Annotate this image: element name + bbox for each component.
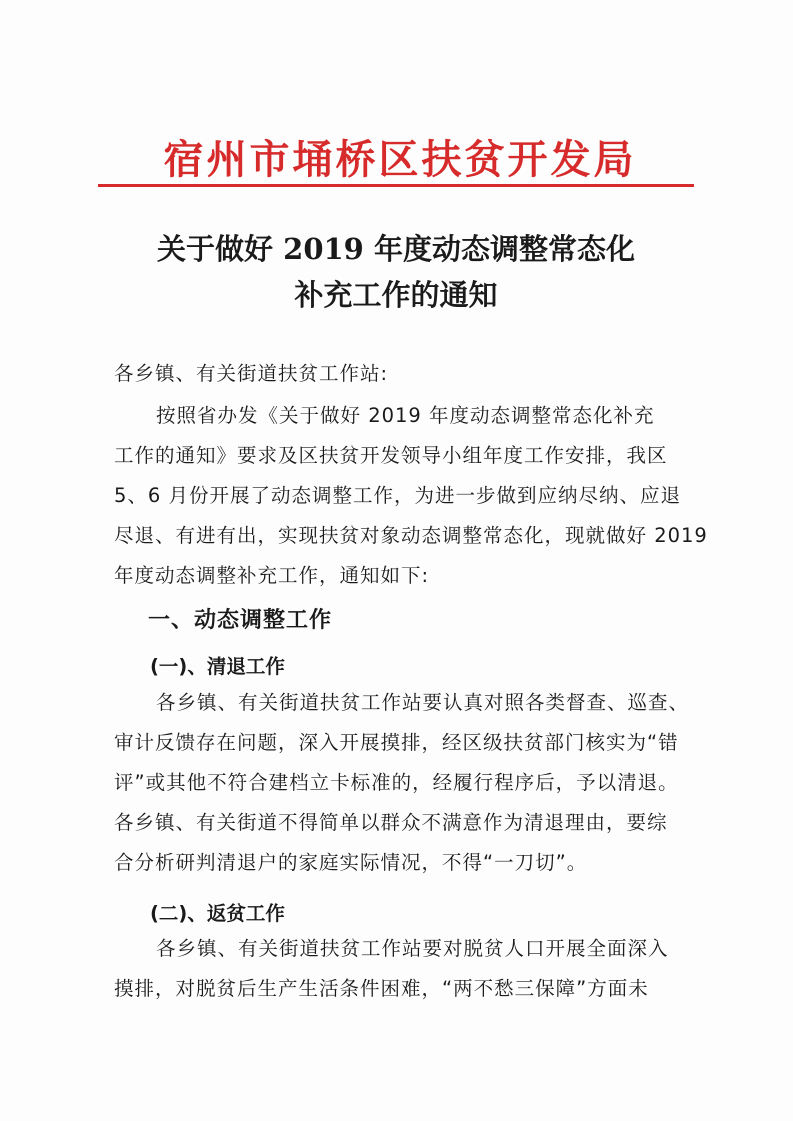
intro-line: 5、6 月份开展了动态调整工作，为进一步做到应纳尽纳、应退 [114,484,682,507]
subsection-heading-2: (二)、返贫工作 [150,902,285,925]
header-red-rule [98,184,694,187]
paragraph-line: 合分析研判清退户的家庭实际情况，不得“一刀切”。 [114,851,588,874]
intro-line: 尽退、有进有出，实现扶贫对象动态调整常态化，现就做好 2019 [114,524,708,547]
paragraph-line: 各乡镇、有关街道不得简单以群众不满意作为清退理由，要综 [114,811,668,834]
document-title-line-2: 补充工作的通知 [294,278,498,312]
subsection-1-paragraph [114,683,689,883]
paragraph-line: 摸排，对脱贫后生产生活条件困难，“两不愁三保障”方面未 [114,977,649,1000]
paragraph-line: 各乡镇、有关街道扶贫工作站要认真对照各类督查、巡查、 [156,691,690,714]
document-title-line-1: 关于做好 2019 年度动态调整常态化 [157,232,635,266]
salutation: 各乡镇、有关街道扶贫工作站: [114,362,389,385]
section-heading-1: 一、动态调整工作 [148,608,333,633]
issuing-authority-header: 宿州市埇桥区扶贫开发局 [163,136,637,183]
subsection-heading-1: (一)、清退工作 [150,655,285,678]
document-title [96,226,696,318]
paragraph-line: 审计反馈存在问题，深入开展摸排，经区级扶贫部门核实为“错 [114,731,679,754]
paragraph-line: 评”或其他不符合建档立卡标准的，经履行程序后，予以清退。 [114,771,679,794]
intro-line: 按照省办发《关于做好 2019 年度动态调整常态化补充 [156,404,655,427]
intro-paragraph [114,396,708,596]
paragraph-line: 各乡镇、有关街道扶贫工作站要对脱贫人口开展全面深入 [156,937,669,960]
intro-line: 年度动态调整补充工作，通知如下: [114,564,430,587]
intro-line: 工作的通知》要求及区扶贫开发领导小组年度工作安排，我区 [114,444,668,467]
subsection-2-paragraph [114,929,669,1009]
